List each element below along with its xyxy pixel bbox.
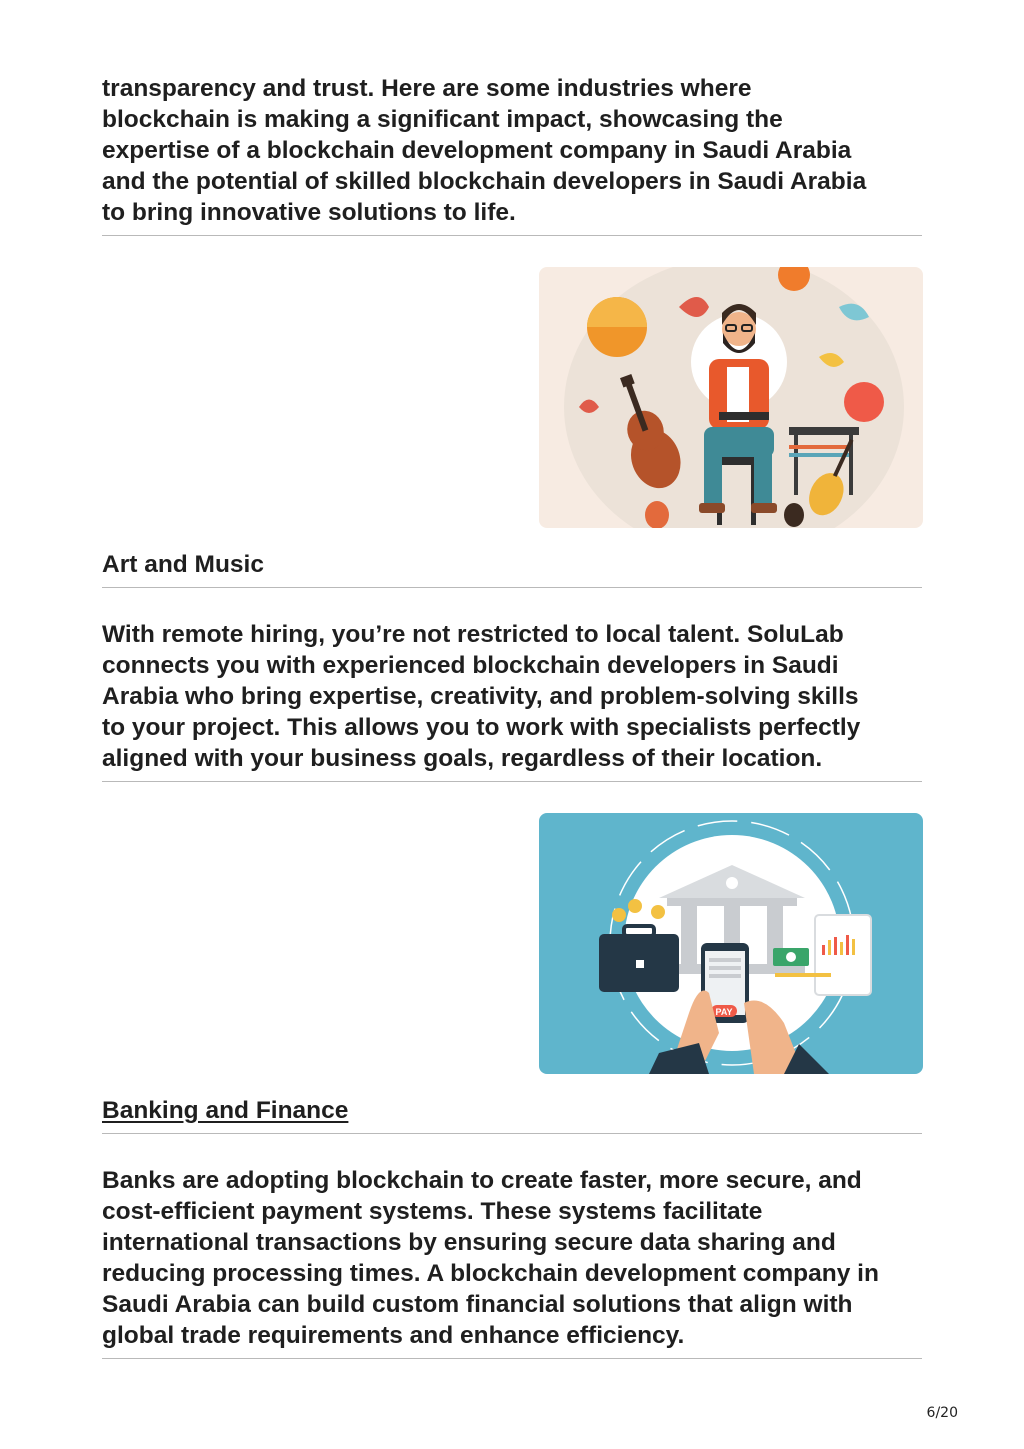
art-music-paragraph: With remote hiring, you’re not restricted to local talent. SoluLab connects you with experienced blockchain developers in Saudi Arabia who bring expertise, creativity, and problem-solving skills to your project. This allows you to work with specialists perfectly aligned with your business goals, regardless of their location. bbox=[102, 621, 861, 772]
divider bbox=[102, 781, 922, 782]
banking-finance-paragraph: Banks are adopting blockchain to create faster, more secure, and cost-efficient payment systems. These systems facilitate international transactions by ensuring secure data sharing and reducing processing times. A blockchain development company in Saudi Arabia can build custom financial solutions that align with global trade requirements and enhance efficiency. bbox=[102, 1167, 879, 1349]
musician-illustration bbox=[539, 267, 923, 528]
divider bbox=[102, 1358, 922, 1359]
divider bbox=[102, 1133, 922, 1134]
banking-illustration bbox=[539, 813, 923, 1074]
section-heading-art-music: Art and Music bbox=[102, 551, 264, 578]
divider bbox=[102, 587, 922, 588]
section-heading-banking-finance[interactable]: Banking and Finance bbox=[102, 1097, 349, 1124]
page-number: 6/20 bbox=[926, 1405, 958, 1421]
banking-finance-image bbox=[539, 813, 923, 1074]
divider bbox=[102, 235, 922, 236]
pay-label: PAY bbox=[715, 1007, 733, 1017]
intro-paragraph: transparency and trust. Here are some industries where blockchain is making a significant impact, showcasing the expertise of a blockchain development company in Saudi Arabia and the potential of skilled blockchain developers in Saudi Arabia to bring innovative solutions to life. bbox=[102, 75, 867, 226]
art-music-image bbox=[539, 267, 923, 528]
